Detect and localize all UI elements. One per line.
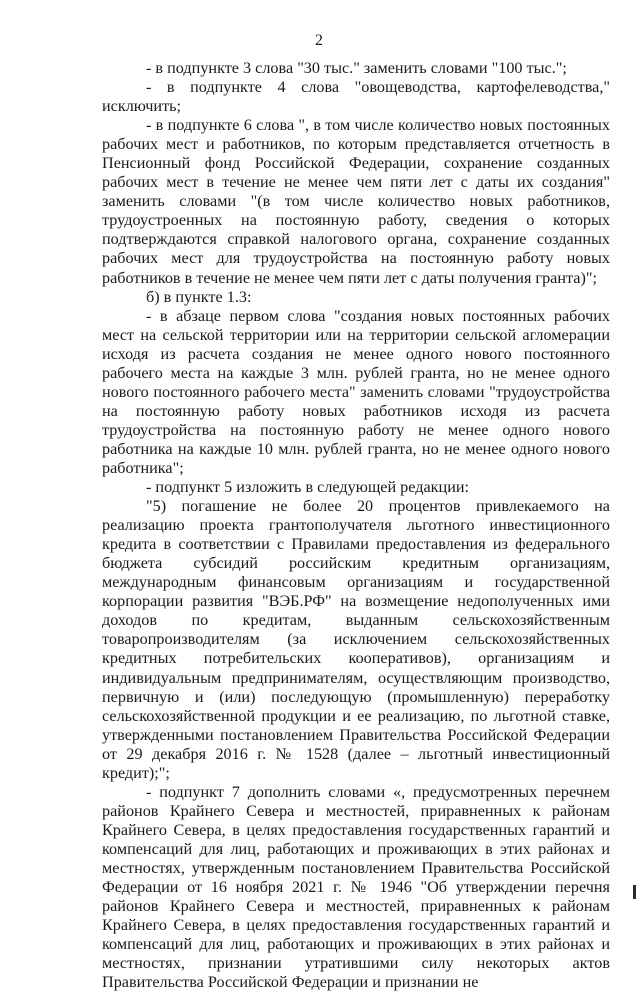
paragraph-subpoint-7: - подпункт 7 дополнить словами «, предусмотренных перечнем районов Крайнего Севера и местностей, приравненных к районам Крайнего Севера, в целях предоставления государственных гарантий и компенсаций для лиц, работающих и проживающих в этих районах и местностях, утвержденным постановлением Правительства Российской Федерации от 16 ноября 2021 г. № 1946 "Об утверждении перечня районов Крайнего Севера и местностей, приравненных к районам Крайнего Севера, в целях предоставления государственных гарантий и компенсаций для лиц, работающих и проживающих в этих районах и местностях, признании утратившими силу некоторых актов Правительства Российской Федерации и признании не bbox=[102, 782, 610, 992]
paragraph-first-abzac: - в абзаце первом слова "создания новых постоянных рабочих мест на сельской территории или на территории сельской агломерации исходя из расчета создания не менее одного нового постоянного рабочего места на каждые 3 млн. рублей гранта, но не менее одного нового постоянного рабочего места" заменить словами "трудоустройства на постоянную работу новых работников исходя из расчета трудоустройства на постоянную работу не менее одного нового работника на каждые 10 млн. рублей гранта, но не менее одного нового работника"; bbox=[102, 306, 610, 477]
scan-edge-mark bbox=[633, 885, 636, 899]
paragraph-subpoint-3: - в подпункте 3 слова "30 тыс." заменить словами "100 тыс."; bbox=[146, 59, 567, 77]
paragraph-subpoint-4: - в подпункте 4 слова "овощеводства, картофелеводства," исключить; bbox=[102, 78, 610, 116]
paragraph-subpoint-5-intro: - подпункт 5 изложить в следующей редакции: bbox=[146, 478, 470, 497]
paragraph-subpoint-6: - в подпункте 6 слова ", в том числе количество новых постоянных рабочих мест и работников, по которым представляется отчетность в Пенсионный фонд Российской Федерации, сохранение созданных рабочих мест в течение не менее чем пяти лет с даты их создания" заменить словами "(в том числе количество новых работников, трудоустроенных на постоянную работу, сведения о которых подтверждаются справкой налогового органа, сохранение созданных рабочих мест для трудоустройства на постоянную работу новых работников в течение не менее чем пяти лет с даты получения гранта)"; bbox=[102, 116, 610, 287]
paragraph-subpoint-5-text: "5) погашение не более 20 процентов привлекаемого на реализацию проекта грантополучателя льготного инвестиционного кредита в соответствии с Правилами предоставления из федерального бюджета субсидий российским кредитным организациям, международным финансовым организациям и государственной корпорации развития "ВЭБ.РФ" на возмещение недополученных ими доходов по кредитам, выданным сельскохозяйственным товаропроизводителям (за исключением сельскохозяйственных кредитных потребительских кооперативов), организациям и индивидуальным предпринимателям, осуществляющим производство, первичную и (или) последующую (промышленную) переработку сельскохозяйственной продукции и ее реализацию, по льготной ставке, утвержденными постановлением Правительства Российской Федерации от 29 декабря 2016 г. № 1528 (далее – льготный инвестиционный кредит);"; bbox=[102, 497, 610, 782]
paragraph-point-1-3-heading: б) в пункте 1.3: bbox=[146, 287, 252, 306]
document-body bbox=[102, 59, 610, 992]
page-number: 2 bbox=[315, 32, 323, 49]
